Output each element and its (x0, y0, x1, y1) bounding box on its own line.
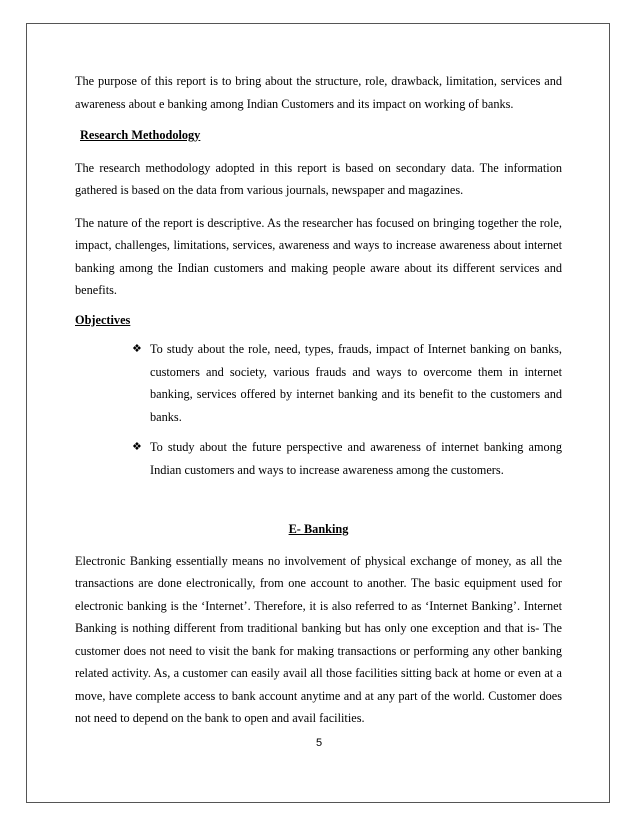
objectives-list (132, 338, 562, 481)
page-content (75, 70, 562, 730)
objectives-heading: Objectives (75, 312, 131, 327)
e-banking-paragraph: Electronic Banking essentially means no involvement of physical exchange of money, as all the transactions are done electronically, from one account to another. The basic equipment used for electronic banking is the ‘Internet’. Therefore, it is also referred to as ‘Internet Banking’. Internet Banking is nothing different from traditional banking but has only one exception and that is- The customer does not need to visit the bank for making transactions or performing any other banking related activity. As, a customer can easily avail all those facilities sitting back at home or even at a move, have complete access to bank account anytime and at any part of the world. Customer does not need to depend on the bank to open and avail facilities. (75, 553, 562, 725)
objective-text: To study about the future perspective and awareness of internet banking among Indian customers and ways to increase awareness among the customers. (150, 440, 562, 477)
research-methodology-heading: Research Methodology (80, 128, 201, 142)
objective-text: To study about the role, need, types, frauds, impact of Internet banking on banks, customers and society, various frauds and ways to overcome them in internet banking, services offered by internet banking and its benefit to the customers and banks. (150, 342, 562, 424)
diamond-bullet-icon: ❖ (132, 441, 142, 453)
page-number: 5 (315, 737, 323, 749)
objective-item (132, 436, 562, 481)
intro-paragraph: The purpose of this report is to bring about the structure, role, drawback, limitation, services and awareness about e banking among Indian Customers and its impact on working of banks. (75, 74, 562, 111)
diamond-bullet-icon: ❖ (132, 343, 142, 355)
research-methodology-paragraph-2: The nature of the report is descriptive. As the researcher has focused on bringing together the role, impact, challenges, limitations, services, awareness and ways to increase awareness about internet banking among the Indian customers and making people aware about its different services and benefits. (75, 215, 562, 297)
objective-item (132, 338, 562, 428)
research-methodology-paragraph-1: The research methodology adopted in this report is based on secondary data. The information gathered is based on the data from various journals, newspaper and magazines. (75, 160, 562, 197)
e-banking-heading: E- Banking (288, 522, 349, 536)
